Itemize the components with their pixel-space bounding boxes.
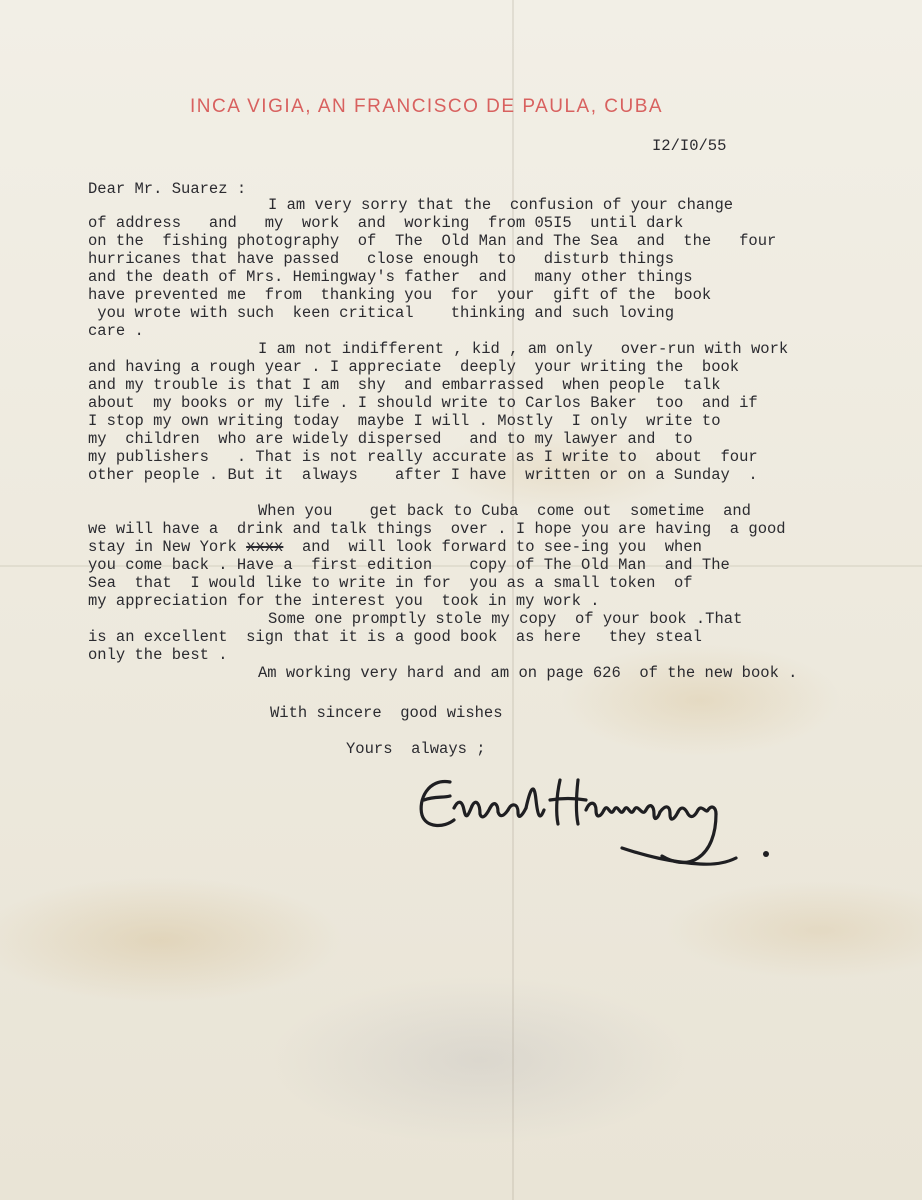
struck-out-word: xxxx: [246, 538, 284, 556]
paragraph1-line: on the fishing photography of The Old Man and The Sea and the four: [88, 232, 777, 250]
paragraph2-line: my children who are widely dispersed and to my lawyer and to: [88, 430, 693, 448]
paragraph2-line: about my books or my life . I should write to Carlos Baker too and if: [88, 394, 758, 412]
paragraph1-line: and the death of Mrs. Hemingway's father and many other things: [88, 268, 693, 286]
paragraph1-line: you wrote with such keen critical thinking and such loving: [88, 304, 674, 322]
paragraph1-line: hurricanes that have passed close enough to disturb things: [88, 250, 674, 268]
paragraph2-line: I stop my own writing today maybe I will . Mostly I only write to: [88, 412, 721, 430]
closing-yours: Yours always ;: [346, 740, 486, 758]
paragraph2-line: and my trouble is that I am shy and embarrassed when people talk: [88, 376, 721, 394]
paragraph1-line: I am very sorry that the confusion of your change: [268, 196, 734, 214]
paragraph3-line: we will have a drink and talk things over . I hope you are having a good: [88, 520, 786, 538]
paragraph2-line: other people . But it always after I have written or on a Sunday .: [88, 466, 758, 484]
paragraph3-line: my appreciation for the interest you took in my work .: [88, 592, 600, 610]
paragraph4-line: only the best .: [88, 646, 228, 664]
paragraph3-line-end: and will look forward to see-ing you when: [283, 538, 702, 556]
paragraph1-line: have prevented me from thanking you for your gift of the book: [88, 286, 712, 304]
paragraph3-line-start: stay in New York: [88, 538, 247, 556]
salutation: Dear Mr. Suarez :: [88, 180, 247, 198]
signature: [410, 770, 780, 890]
paragraph3-line: you come back . Have a first edition copy of The Old Man and The: [88, 556, 730, 574]
paragraph4-line: is an excellent sign that it is a good book as here they steal: [88, 628, 702, 646]
paragraph1-line: care .: [88, 322, 144, 340]
paragraph3-line: Sea that I would like to write in for you as a small token of: [88, 574, 693, 592]
paragraph5: Am working very hard and am on page 626 of the new book .: [258, 664, 798, 682]
paragraph2-line: I am not indifferent , kid , am only over-run with work: [258, 340, 789, 358]
closing-wishes: With sincere good wishes: [270, 704, 503, 722]
paragraph2-line: and having a rough year . I appreciate deeply your writing the book: [88, 358, 740, 376]
paragraph4-line: Some one promptly stole my copy of your book .That: [268, 610, 743, 628]
paragraph3-line: [88, 538, 702, 556]
paragraph1-line: of address and my work and working from 05I5 until dark: [88, 214, 684, 232]
paragraph2-line: my publishers . That is not really accurate as I write to about four: [88, 448, 758, 466]
letter-date: I2/I0/55: [652, 137, 727, 155]
letterhead: INCA VIGIA, AN FRANCISCO DE PAULA, CUBA: [190, 96, 664, 117]
paragraph3-line: When you get back to Cuba come out sometime and: [258, 502, 751, 520]
